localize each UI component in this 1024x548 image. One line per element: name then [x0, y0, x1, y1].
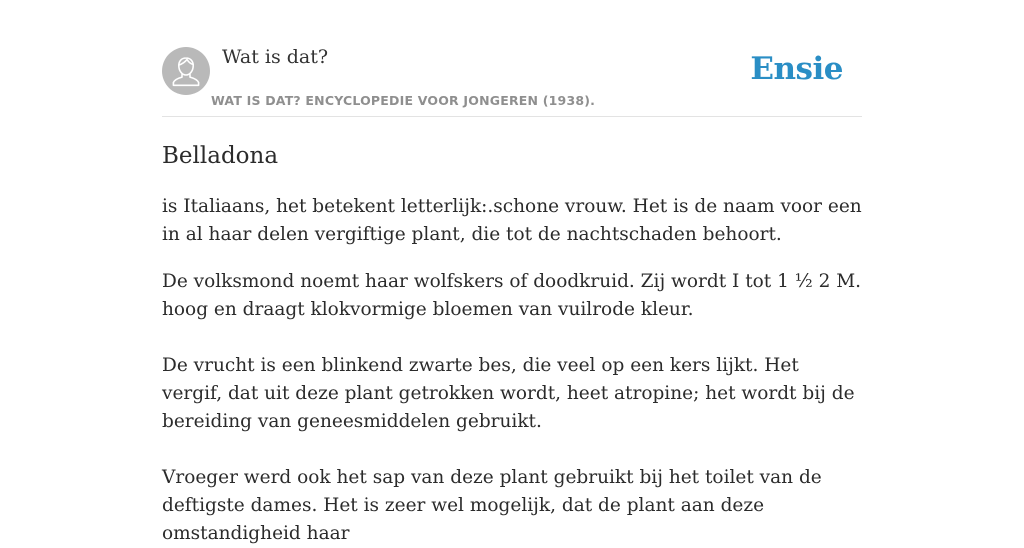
page	[162, 0, 862, 548]
source-subtitle: WAT IS DAT? ENCYCLOPEDIE VOOR JONGEREN (1938).	[211, 93, 596, 108]
article-title: Belladona	[162, 143, 279, 169]
source-header	[162, 0, 862, 117]
article-paragraph: is Italiaans, het betekent letterlijk:.schone vrouw. Het is de naam voor een in al haar delen vergiftige plant, die tot de nachtschaden behoort.	[162, 196, 862, 245]
article-body	[162, 193, 862, 548]
source-avatar[interactable]	[162, 47, 210, 95]
article-paragraph: Vroeger werd ook het sap van deze plant gebruikt bij het toilet van de deftigste dames. Het is zeer wel mogelijk, dat de plant aan deze omstandigheid haar	[162, 467, 822, 544]
user-icon	[162, 47, 210, 95]
brand-logo-link[interactable]: Ensie	[750, 51, 843, 87]
source-title-link[interactable]: Wat is dat?	[222, 46, 329, 68]
article-paragraph: De volksmond noemt haar wolfskers of doodkruid. Zij wordt I tot 1 ½ 2 M. hoog en draagt klokvormige bloemen van vuilrode kleur.	[162, 271, 862, 320]
article-paragraph: De vrucht is een blinkend zwarte bes, die veel op een kers lijkt. Het vergif, dat uit deze plant getrokken wordt, heet atropine; het wordt bij de bereiding van geneesmiddelen gebruikt.	[162, 355, 855, 432]
